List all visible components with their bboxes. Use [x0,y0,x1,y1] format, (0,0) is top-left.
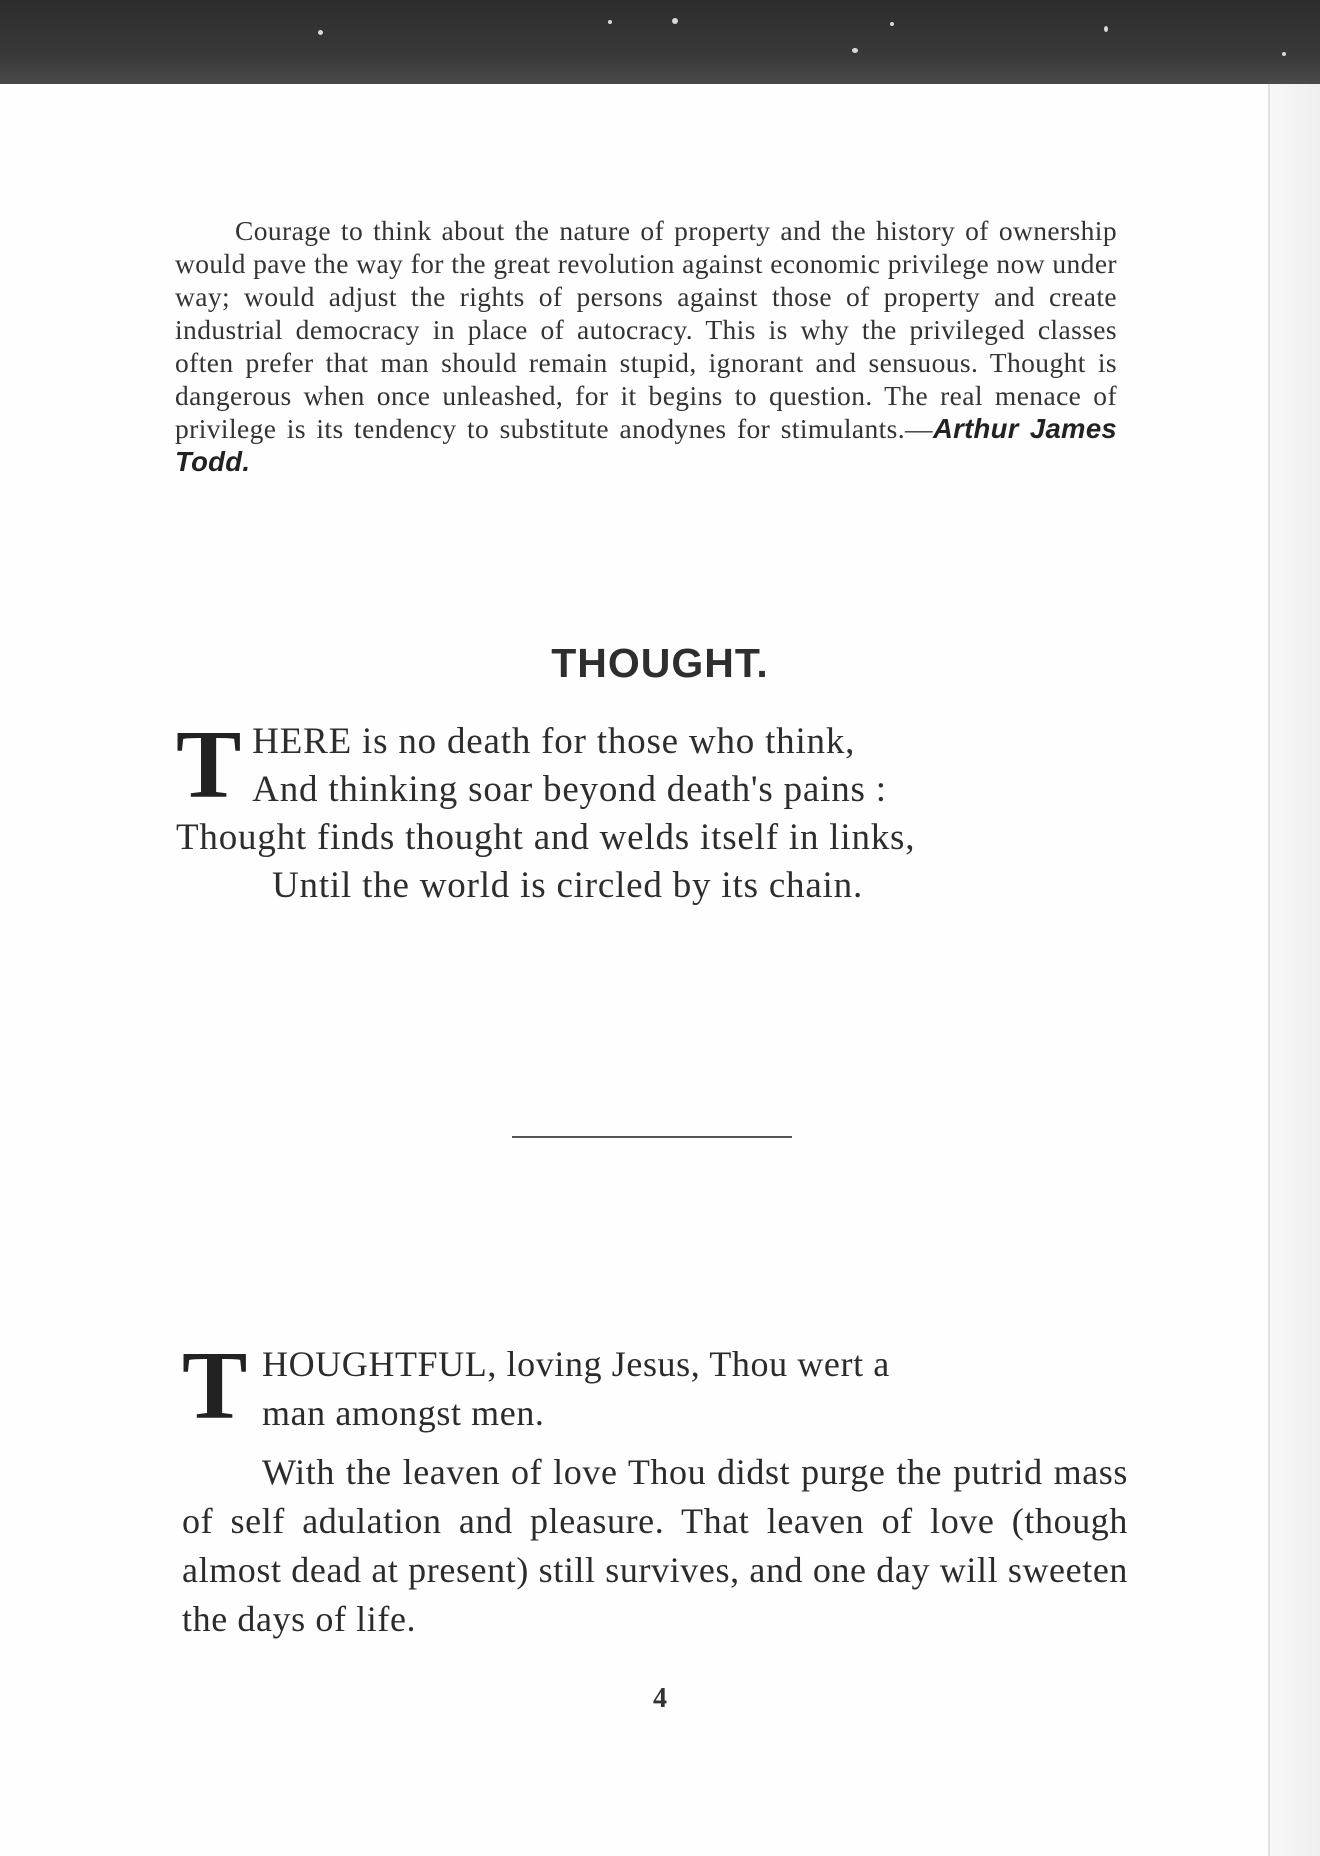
prose-first-line: HOUGHTFUL, loving Jesus, Thou wert a [261,1344,890,1384]
poem-line: HERE is no death for those who think, [252,721,856,762]
scan-speck [1104,26,1108,32]
section-divider [512,1136,792,1138]
prose-paragraph: With the leaven of love Thou didst purge the putrid mass of self adulation and pleasure. That leaven of love (though almost dead at present) still survives, and one day will sweeten the days of life. [182,1452,1128,1639]
scan-speck [1282,52,1286,56]
scan-speck [890,22,894,26]
scan-top-border [0,0,1320,84]
quote-text: Courage to think about the nature of property and the history of ownership would pave the way for the great revolution against economic privilege now under way; would adjust the rights of persons against those of property and create industrial democracy in place of autocracy. This is why the privileged classes often prefer that man should remain stupid, ignorant and sensuous. Thought is dangerous when once unleashed, for it begins to question. The real menace of privilege is its tendency to substitute anodynes for stimulants.— [175,215,1117,444]
prose-block [182,1332,1128,1644]
page-edge [1268,84,1320,1856]
scan-speck [852,48,858,53]
quote-block [175,214,1117,478]
poem-line: And thinking soar beyond death's pains : [252,769,887,810]
scan-speck [608,20,612,24]
quote-paragraph [175,214,1117,478]
prose-first-paragraph [182,1332,1128,1440]
poem-line: Until the world is circled by its chain. [272,865,863,906]
quote-attribution: Arthur James Todd. [175,413,1118,477]
poem-line: Thought finds thought and welds itself in links, [176,817,916,858]
prose-first-line-cont: man amongst men. [261,1393,545,1433]
poem-dropcap: T [176,711,243,819]
page-number: 4 [653,1683,667,1714]
poem-title: THOUGHT. [551,640,769,686]
scan-speck [672,18,678,24]
prose-dropcap: T [182,1332,248,1440]
scan-speck [318,30,323,35]
poem [176,711,1136,910]
